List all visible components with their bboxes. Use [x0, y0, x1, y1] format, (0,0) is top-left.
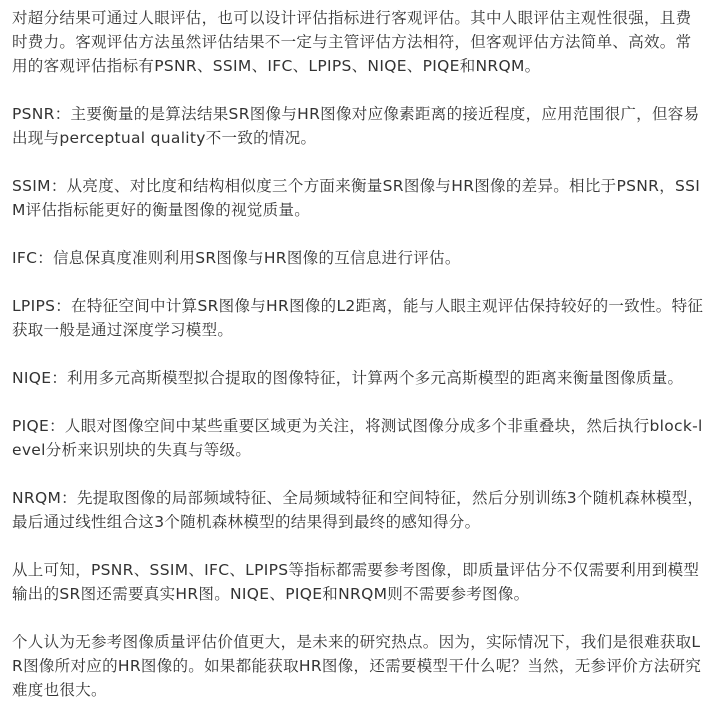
niqe-paragraph: NIQE：利用多元高斯模型拟合提取的图像特征，计算两个多元高斯模型的距离来衡量图像质量。 [12, 369, 684, 387]
summary-paragraph: 从上可知，PSNR、SSIM、IFC、LPIPS等指标都需要参考图像，即质量评估分不仅需要利用到模型输出的SR图还需要真实HR图。NIQE、PIQE和NRQM则不需要参考图像。 [12, 561, 700, 603]
psnr-paragraph: PSNR：主要衡量的是算法结果SR图像与HR图像对应像素距离的接近程度，应用范围很广，但容易出现与perceptual quality不一致的情况。 [12, 105, 700, 147]
opinion-paragraph: 个人认为无参考图像质量评估价值更大，是未来的研究热点。因为，实际情况下，我们是很难获取LR图像所对应的HR图像的。如果都能获取HR图像，还需要模型干什么呢？当然，无参评价方法研究难度也很大。 [12, 633, 702, 699]
nrqm-paragraph: NRQM：先提取图像的局部频域特征、全局频域特征和空间特征，然后分别训练3个随机森林模型，最后通过线性组合这3个随机森林模型的结果得到最终的感知得分。 [12, 489, 704, 531]
lpips-paragraph: LPIPS：在特征空间中计算SR图像与HR图像的L2距离，能与人眼主观评估保持较好的一致性。特征获取一般是通过深度学习模型。 [12, 297, 704, 339]
ifc-paragraph: IFC：信息保真度准则利用SR图像与HR图像的互信息进行评估。 [12, 249, 461, 267]
piqe-paragraph: PIQE：人眼对图像空间中某些重要区域更为关注，将测试图像分成多个非重叠块，然后执行block-level分析来识别块的失真与等级。 [12, 417, 703, 459]
ssim-paragraph: SSIM：从亮度、对比度和结构相似度三个方面来衡量SR图像与HR图像的差异。相比于PSNR，SSIM评估指标能更好的衡量图像的视觉质量。 [12, 177, 701, 219]
intro-paragraph: 对超分结果可通过人眼评估，也可以设计评估指标进行客观评估。其中人眼评估主观性很强，且费时费力。客观评估方法虽然评估结果不一定与主管评估方法相符，但客观评估方法简单、高效。常用的客观评估指标有PSNR、SSIM、IFC、LPIPS、NIQE、PIQE和NRQM。 [12, 9, 692, 75]
